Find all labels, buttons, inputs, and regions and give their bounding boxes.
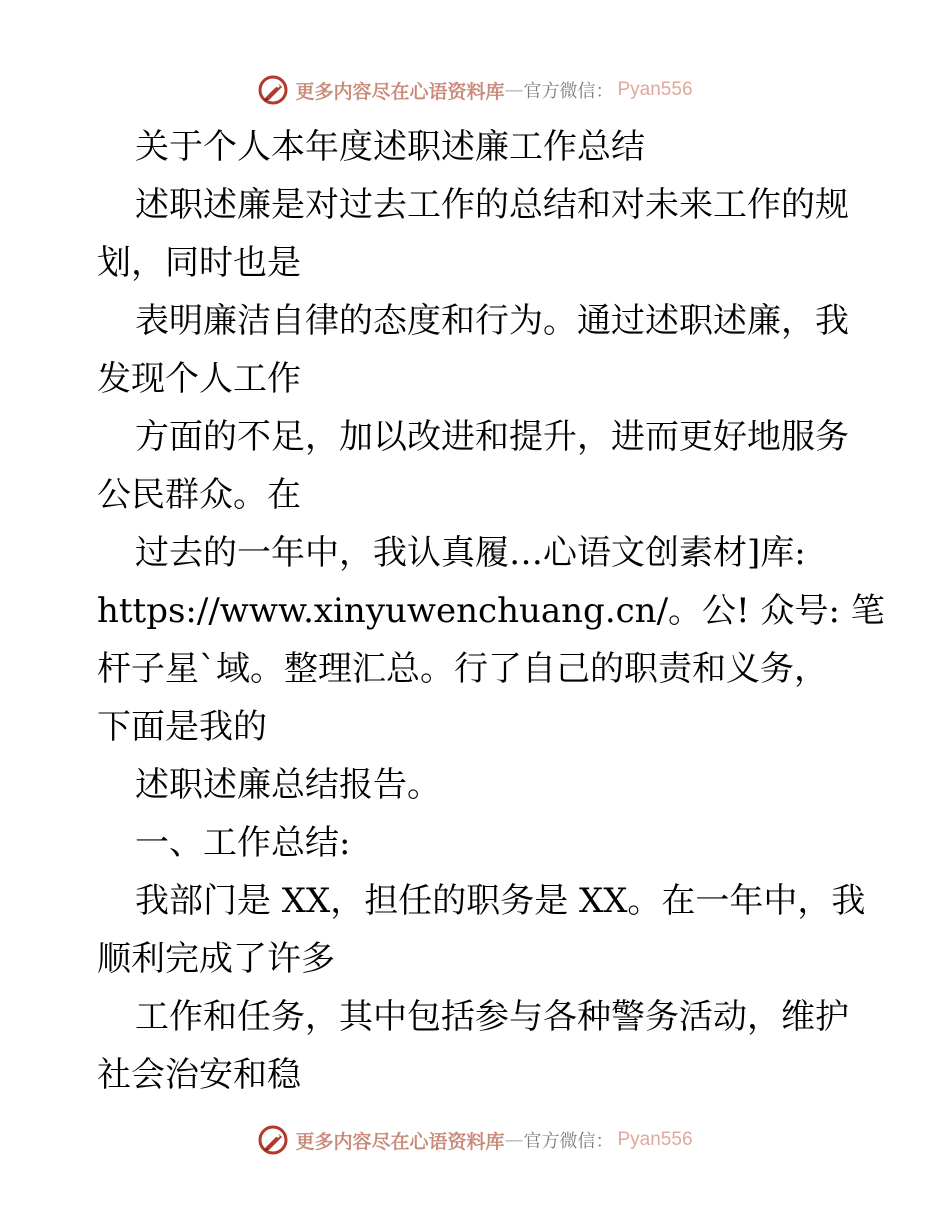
banner-dash: — [504,1129,524,1151]
text-line: 方面的不足，加以改进和提升，进而更好地服务 [135,417,849,457]
text-line: 顺利完成了许多 [97,939,335,979]
section-heading: 一、工作总结: [135,823,351,863]
pen-logo-icon [257,74,289,106]
document-title: 关于个人本年度述职述廉工作总结 [135,127,645,167]
text-line: 述职述廉总结报告。 [135,765,441,805]
banner-separator: ： [595,81,614,102]
text-line: 表明廉洁自律的态度和行为。通过述职述廉，我 [135,301,849,341]
banner-wechat-id: Pyan556 [617,1129,693,1150]
pen-logo-icon [257,1124,289,1156]
banner-main-text: 更多内容尽在心语资料库 [295,80,505,103]
header-banner [0,70,950,110]
banner-dash: — [504,79,524,101]
text-line: 杆子星`域。整理汇总。行了自己的职责和义务， [97,649,828,689]
banner-official-label: 官方微信 [523,81,596,102]
text-line: 发现个人工作 [97,359,301,399]
text-line: 社会治安和稳 [97,1055,301,1095]
text-line: 述职述廉是对过去工作的总结和对未来工作的规 [135,185,849,225]
banner-main-text: 更多内容尽在心语资料库 [295,1130,505,1153]
footer-banner [0,1120,950,1160]
text-line: 公民群众。在 [97,475,301,515]
text-line: https://www.xinyuwenchuang.cn/。公! 众号: 笔 [97,591,885,631]
banner-official-label: 官方微信 [523,1131,596,1152]
document-body [97,118,885,1104]
banner-separator: ： [595,1131,614,1152]
text-line: 划，同时也是 [97,243,301,283]
text-line: 工作和任务，其中包括参与各种警务活动，维护 [135,997,849,1037]
text-line: 过去的一年中，我认真履…心语文创素材]库: [135,533,806,573]
banner-wechat-id: Pyan556 [617,79,693,100]
text-line: 我部门是 XX，担任的职务是 XX。在一年中，我 [135,881,866,921]
text-line: 下面是我的 [97,707,267,747]
